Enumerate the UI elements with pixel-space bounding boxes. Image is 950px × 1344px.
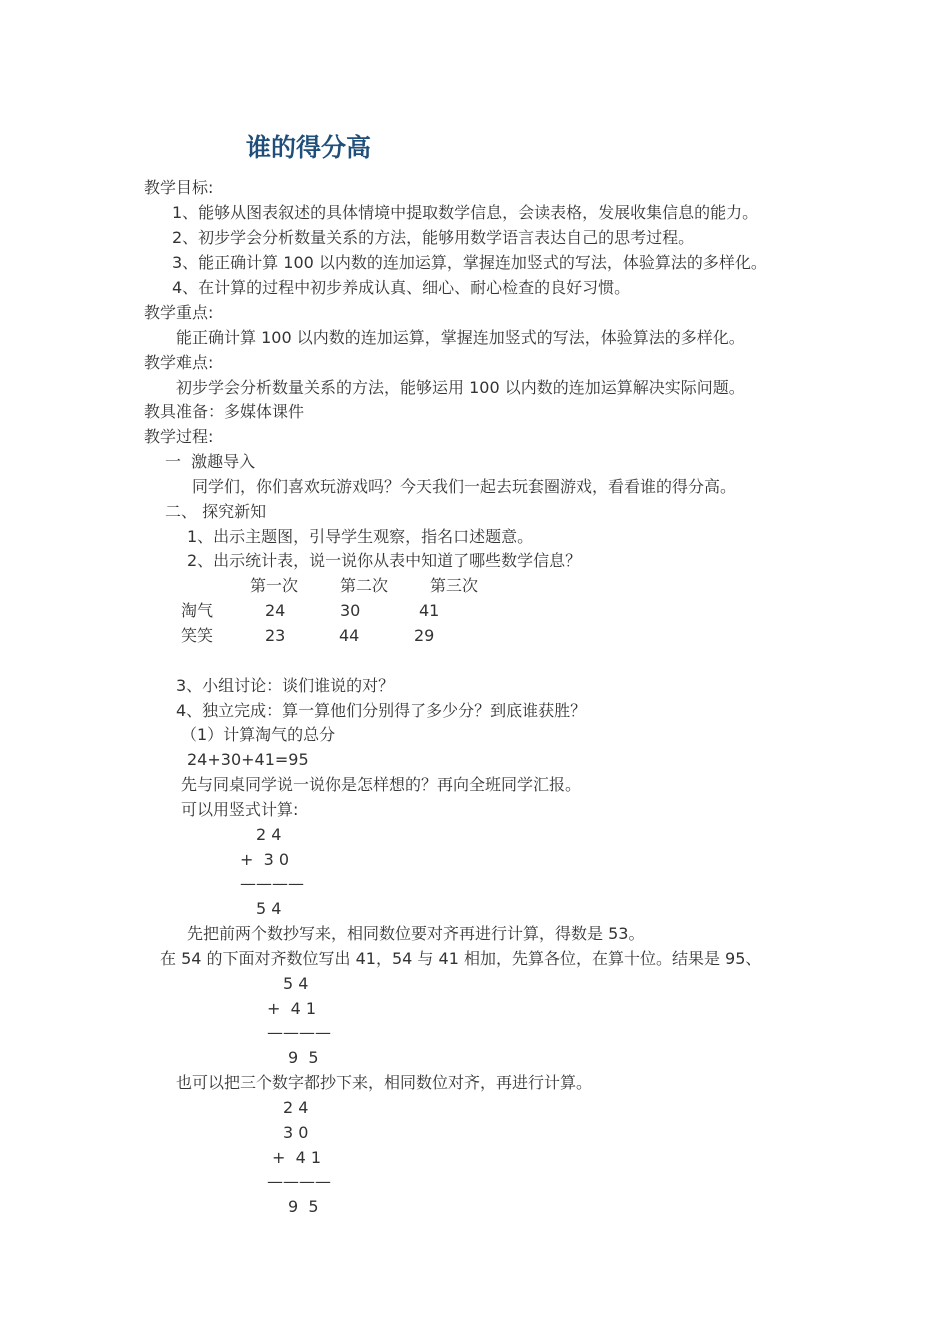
key-text: 能正确计算 100 以内数的连加运算，掌握连加竖式的写法，体验算法的多样化。 xyxy=(176,328,745,347)
discuss-text: 先与同桌同学说一说你是怎样想的？再向全班同学汇报。 xyxy=(181,775,582,794)
sum-result: 9 5 xyxy=(288,1048,319,1067)
equation: 24+30+41=95 xyxy=(187,750,309,769)
addend: 2 4 xyxy=(256,825,282,844)
addend: 2 4 xyxy=(283,1098,309,1117)
section1-heading: 一 激趣导入 xyxy=(165,452,256,471)
step-4: 4、独立完成：算一算他们分别得了多少分？到底谁获胜？ xyxy=(176,701,587,720)
table-header: 第二次 xyxy=(340,576,389,595)
addend: 3 0 xyxy=(283,1123,309,1142)
section1-text: 同学们，你们喜欢玩游戏吗？今天我们一起去玩套圈游戏，看看谁的得分高。 xyxy=(192,477,737,496)
tools-line: 教具准备：多媒体课件 xyxy=(144,402,305,421)
table-row-name: 淘气 xyxy=(181,601,214,620)
goal-item: 3、能正确计算 100 以内数的连加运算，掌握连加竖式的写法，体验算法的多样化。 xyxy=(172,253,767,272)
goal-item: 1、能够从图表叙述的具体情境中提取数学信息，会读表格，发展收集信息的能力。 xyxy=(172,203,759,222)
table-header: 第三次 xyxy=(430,576,479,595)
sum-line: ———— xyxy=(240,874,304,893)
step-1: 1、出示主题图，引导学生观察，指名口述题意。 xyxy=(187,527,534,546)
sum-result: 9 5 xyxy=(288,1197,319,1216)
table-row-name: 笑笑 xyxy=(181,626,214,645)
section2-heading: 二、 探究新知 xyxy=(165,502,267,521)
vertical-intro: 可以用竖式计算: xyxy=(181,800,299,819)
sum-result: 5 4 xyxy=(256,899,282,918)
goal-item: 4、在计算的过程中初步养成认真、细心、耐心检查的良好习惯。 xyxy=(172,278,631,297)
explain-2: 在 54 的下面对齐数位写出 41，54 与 41 相加，先算各位，在算十位。结果是 95、 xyxy=(160,949,762,968)
table-cell: 44 xyxy=(339,626,360,645)
key-heading: 教学重点: xyxy=(144,303,214,322)
sub-question-1: （1）计算淘气的总分 xyxy=(181,725,336,744)
step-3: 3、小组讨论：谈们谁说的对？ xyxy=(176,676,395,695)
page-title: 谁的得分高 xyxy=(246,133,372,162)
sum-line: ———— xyxy=(267,1023,331,1042)
table-cell: 41 xyxy=(419,601,440,620)
addend-with-plus: + 4 1 xyxy=(267,999,317,1018)
table-header: 第一次 xyxy=(250,576,299,595)
addend-with-plus: + 3 0 xyxy=(240,850,290,869)
step-2: 2、出示统计表，说一说你从表中知道了哪些数学信息？ xyxy=(187,551,582,570)
addend: 5 4 xyxy=(283,974,309,993)
table-cell: 23 xyxy=(265,626,286,645)
table-cell: 24 xyxy=(265,601,286,620)
explain-1: 先把前两个数抄写来，相同数位要对齐再进行计算，得数是 53。 xyxy=(187,924,645,943)
addend-with-plus: + 4 1 xyxy=(272,1148,322,1167)
goals-heading: 教学目标: xyxy=(144,178,214,197)
sum-line: ———— xyxy=(267,1172,331,1191)
explain-3: 也可以把三个数字都抄下来，相同数位对齐，再进行计算。 xyxy=(176,1073,593,1092)
table-cell: 30 xyxy=(340,601,361,620)
difficulty-text: 初步学会分析数量关系的方法，能够运用 100 以内数的连加运算解决实际问题。 xyxy=(176,378,745,397)
process-heading: 教学过程: xyxy=(144,427,214,446)
difficulty-heading: 教学难点: xyxy=(144,353,214,372)
table-cell: 29 xyxy=(414,626,435,645)
goal-item: 2、初步学会分析数量关系的方法，能够用数学语言表达自己的思考过程。 xyxy=(172,228,695,247)
